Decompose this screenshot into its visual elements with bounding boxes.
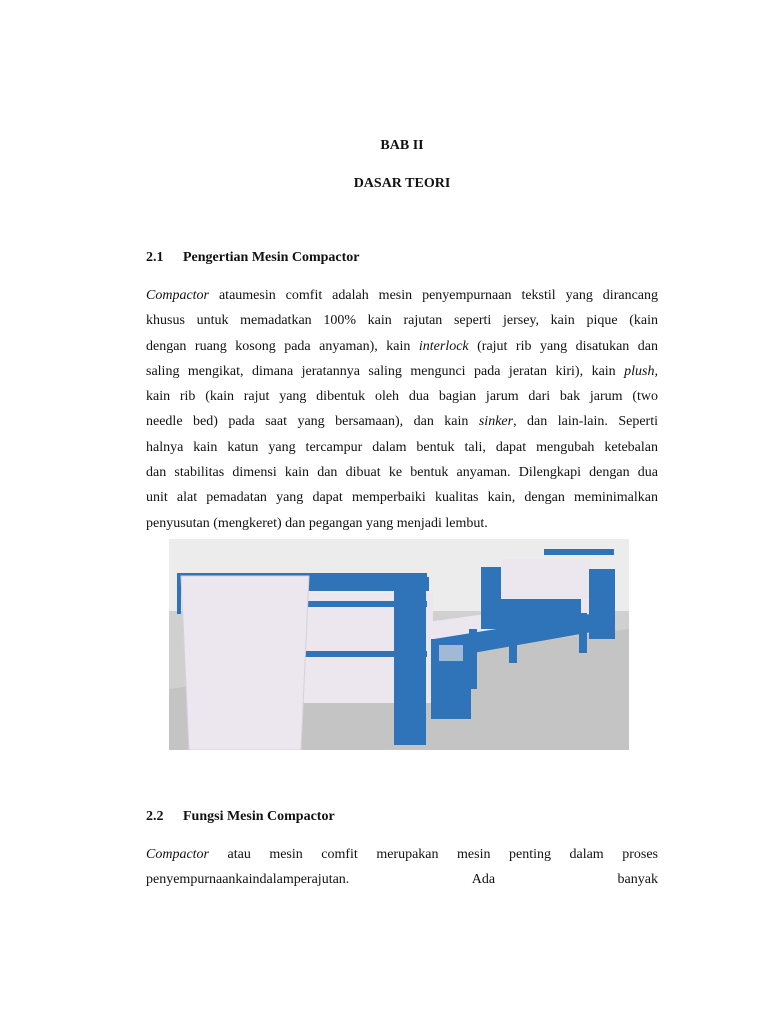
chapter-subtitle: DASAR TEORI: [353, 176, 451, 191]
front-column: [394, 575, 426, 745]
text-run: saling mengikat, dimana jeratannya saling mengunci pada jeratan kiri), kain: [146, 363, 625, 379]
paragraph-line: [146, 460, 658, 485]
paragraph-line: [146, 485, 658, 510]
word: banyak: [617, 872, 658, 888]
section-title: Fungsi Mesin Compactor: [183, 809, 335, 824]
word: merupakan: [376, 847, 439, 862]
text-run: dan stabilitas dimensi kain dan dibuat ke bentuk anyaman. Dilengkapi dengan dua: [146, 465, 658, 481]
rear-top-rail: [544, 549, 614, 555]
section-heading-2-1: [146, 250, 360, 266]
paragraph-line: [146, 409, 658, 434]
word: dalam: [569, 847, 604, 862]
word: proses: [622, 847, 658, 862]
paragraph-line: [146, 435, 658, 460]
word: comfit: [321, 847, 358, 862]
italic-term: Compactor: [146, 288, 209, 303]
section-1-paragraph: [146, 283, 658, 536]
italic-term: sinker: [478, 414, 514, 430]
hanging-fabric: [181, 576, 309, 750]
compactor-machine-illustration: [169, 539, 629, 750]
italic-term: plush,: [624, 363, 658, 379]
paragraph-line: [146, 359, 658, 384]
text-run: dengan ruang kosong pada anyaman), kain: [146, 338, 419, 354]
text-run: needle bed) pada saat yang bersamaan), dan kain: [146, 414, 479, 430]
section-number: 2.2: [146, 809, 164, 824]
word: atau: [227, 847, 251, 862]
text-run: halnya kain katun yang tercampur dalam bentuk tali, dapat mengubah ketebalan: [146, 439, 658, 455]
text-run: ataumesin comfit adalah mesin penyempurnaan tekstil yang dirancang: [209, 288, 658, 303]
paragraph-line: [146, 842, 658, 867]
chapter-title: BAB II: [380, 138, 424, 153]
paragraph-line: [146, 384, 658, 409]
paragraph-line: [146, 308, 658, 333]
paragraph-line: [146, 334, 658, 359]
section-2-paragraph: [146, 842, 658, 893]
control-panel: [439, 645, 463, 661]
text-run: kain rib (kain rajut yang dibentuk oleh dua bagian jarum dari bak jarum (two: [146, 389, 658, 405]
italic-term: Compactor: [146, 847, 209, 862]
section-title: Pengertian Mesin Compactor: [183, 250, 360, 265]
compactor-machine-figure: [169, 539, 629, 750]
rear-column: [589, 569, 615, 639]
text-run: unit alat pemadatan yang dapat memperbaiki kualitas kain, dengan meminimalkan: [146, 490, 658, 506]
text-run: khusus untuk memadatkan 100% kain rajutan seperti jersey, kain pique (kain: [146, 313, 658, 329]
word: mesin: [457, 847, 491, 862]
text-run: penyusutan (mengkeret) dan pegangan yang menjadi lembut.: [146, 515, 488, 531]
rail-post: [177, 579, 181, 614]
text-run: , dan lain-lain. Seperti: [513, 414, 658, 430]
italic-term: interlock: [418, 338, 469, 354]
text-run: (rajut rib yang disatukan dan: [468, 338, 659, 354]
word: mesin: [269, 847, 303, 862]
rear-fabric: [501, 559, 591, 599]
section-number: 2.1: [146, 250, 164, 265]
word: penyempurnaankaindalamperajutan.: [146, 872, 350, 888]
paragraph-line: [146, 283, 658, 308]
word: Ada: [471, 872, 496, 888]
paragraph-line: [146, 867, 658, 892]
paragraph-line: [146, 511, 658, 536]
section-heading-2-2: [146, 809, 335, 825]
word: penting: [508, 847, 551, 862]
